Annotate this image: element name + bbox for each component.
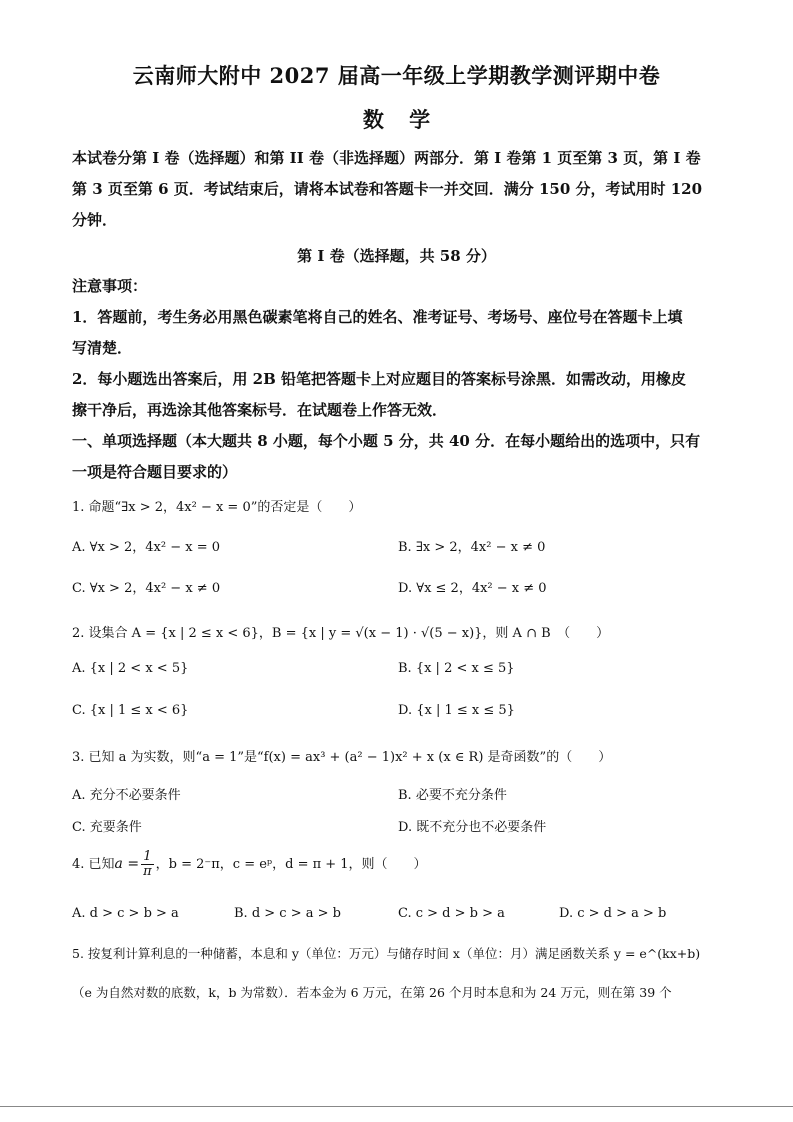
exam-title: 云南师大附中 2027 届高一年级上学期教学测评期中卷 <box>132 63 661 88</box>
q4-option-b: B. d > c > a > b <box>234 906 341 921</box>
page-bottom-divider <box>0 1106 793 1107</box>
q3-option-a: A. 充分不必要条件 <box>72 788 181 803</box>
question-1: 1. 命题“∃x > 2，4x² − x = 0”的否定是（ ） <box>72 500 362 515</box>
intro-line-3: 分钟． <box>72 211 118 229</box>
question-2: 2. 设集合 A = {x | 2 ≤ x < 6}，B = {x | y = √(x − 1) · √(5 − x)}，则 A ∩ B （ ） <box>72 626 610 641</box>
q2-option-b: B. {x | 2 < x ≤ 5} <box>398 661 515 676</box>
intro-line-2: 第 3 页至第 6 页．考试结束后，请将本试卷和答题卡一并交回．满分 150 分，考试用时 120 <box>72 180 703 198</box>
q1-option-c: C. ∀x > 2，4x² − x ≠ 0 <box>72 581 221 596</box>
question-4 <box>72 848 427 881</box>
q4-option-d: D. c > d > a > b <box>559 906 667 921</box>
notice-item-2-line-1: 2．每小题选出答案后，用 2B 铅笔把答题卡上对应题目的答案标号涂黑．如需改动，用橡皮 <box>72 370 687 388</box>
question-5-line-2: （e 为自然对数的底数，k，b 为常数）．若本金为 6 万元，在第 26 个月时本息和为 24 万元，则在第 39 个 <box>72 985 672 1000</box>
notice-title: 注意事项： <box>72 277 148 295</box>
q4-option-c: C. c > d > b > a <box>398 906 505 921</box>
part1-heading-line-2: 一项是符合题目要求的） <box>72 463 238 481</box>
question-5-line-1: 5. 按复利计算利息的一种储蓄，本息和 y（单位：万元）与储存时间 x（单位：月）满足函数关系 y = e^(kx+b) <box>72 946 701 961</box>
q1-option-a: A. ∀x > 2，4x² − x = 0 <box>72 540 220 555</box>
q3-option-d: D. 既不充分也不必要条件 <box>398 820 547 835</box>
q4-option-a: A. d > c > b > a <box>72 906 179 921</box>
q1-option-d: D. ∀x ≤ 2，4x² − x ≠ 0 <box>398 581 547 596</box>
notice-item-1-line-2: 写清楚． <box>72 339 133 357</box>
notice-block <box>72 271 722 488</box>
q1-option-b: B. ∃x > 2，4x² − x ≠ 0 <box>398 540 546 555</box>
part1-heading-line-1: 一、单项选择题（本大题共 8 小题，每个小题 5 分，共 40 分．在每小题给出的选项中，只有 <box>72 432 701 450</box>
section-heading: 第 I 卷（选择题，共 58 分） <box>297 247 496 265</box>
notice-item-1-line-1: 1．答题前，考生务必用黑色碳素笔将自己的姓名、准考证号、考场号、座位号在答题卡上填 <box>72 308 683 326</box>
q4-a-lhs: a = <box>114 856 140 872</box>
q4-rest: ，b = 2⁻π，c = eᵖ，d = π + 1，则（ ） <box>155 857 427 872</box>
subject-title: 数 学 <box>362 107 431 132</box>
notice-item-2-line-2: 擦干净后，再选涂其他答案标号．在试题卷上作答无效． <box>72 401 448 419</box>
q3-option-b: B. 必要不充分条件 <box>398 788 507 803</box>
q4-prefix: 4. 已知 <box>72 857 115 872</box>
q2-option-a: A. {x | 2 < x < 5} <box>72 661 189 676</box>
q4-fraction-denominator: π <box>143 864 152 879</box>
q4-fraction-numerator: 1 <box>141 850 154 865</box>
intro-paragraph <box>72 143 722 236</box>
q4-fraction <box>141 850 154 879</box>
q2-option-d: D. {x | 1 ≤ x ≤ 5} <box>398 703 515 718</box>
q2-option-c: C. {x | 1 ≤ x < 6} <box>72 703 189 718</box>
intro-line-1: 本试卷分第 I 卷（选择题）和第 II 卷（非选择题）两部分．第 I 卷第 1 页至第 3 页，第 I 卷 <box>72 149 701 167</box>
question-3: 3. 已知 a 为实数，则“a = 1”是“f(x) = ax³ + (a² − 1)x² + x (x ∈ R) 是奇函数”的（ ） <box>72 750 612 765</box>
q3-option-c: C. 充要条件 <box>72 820 142 835</box>
